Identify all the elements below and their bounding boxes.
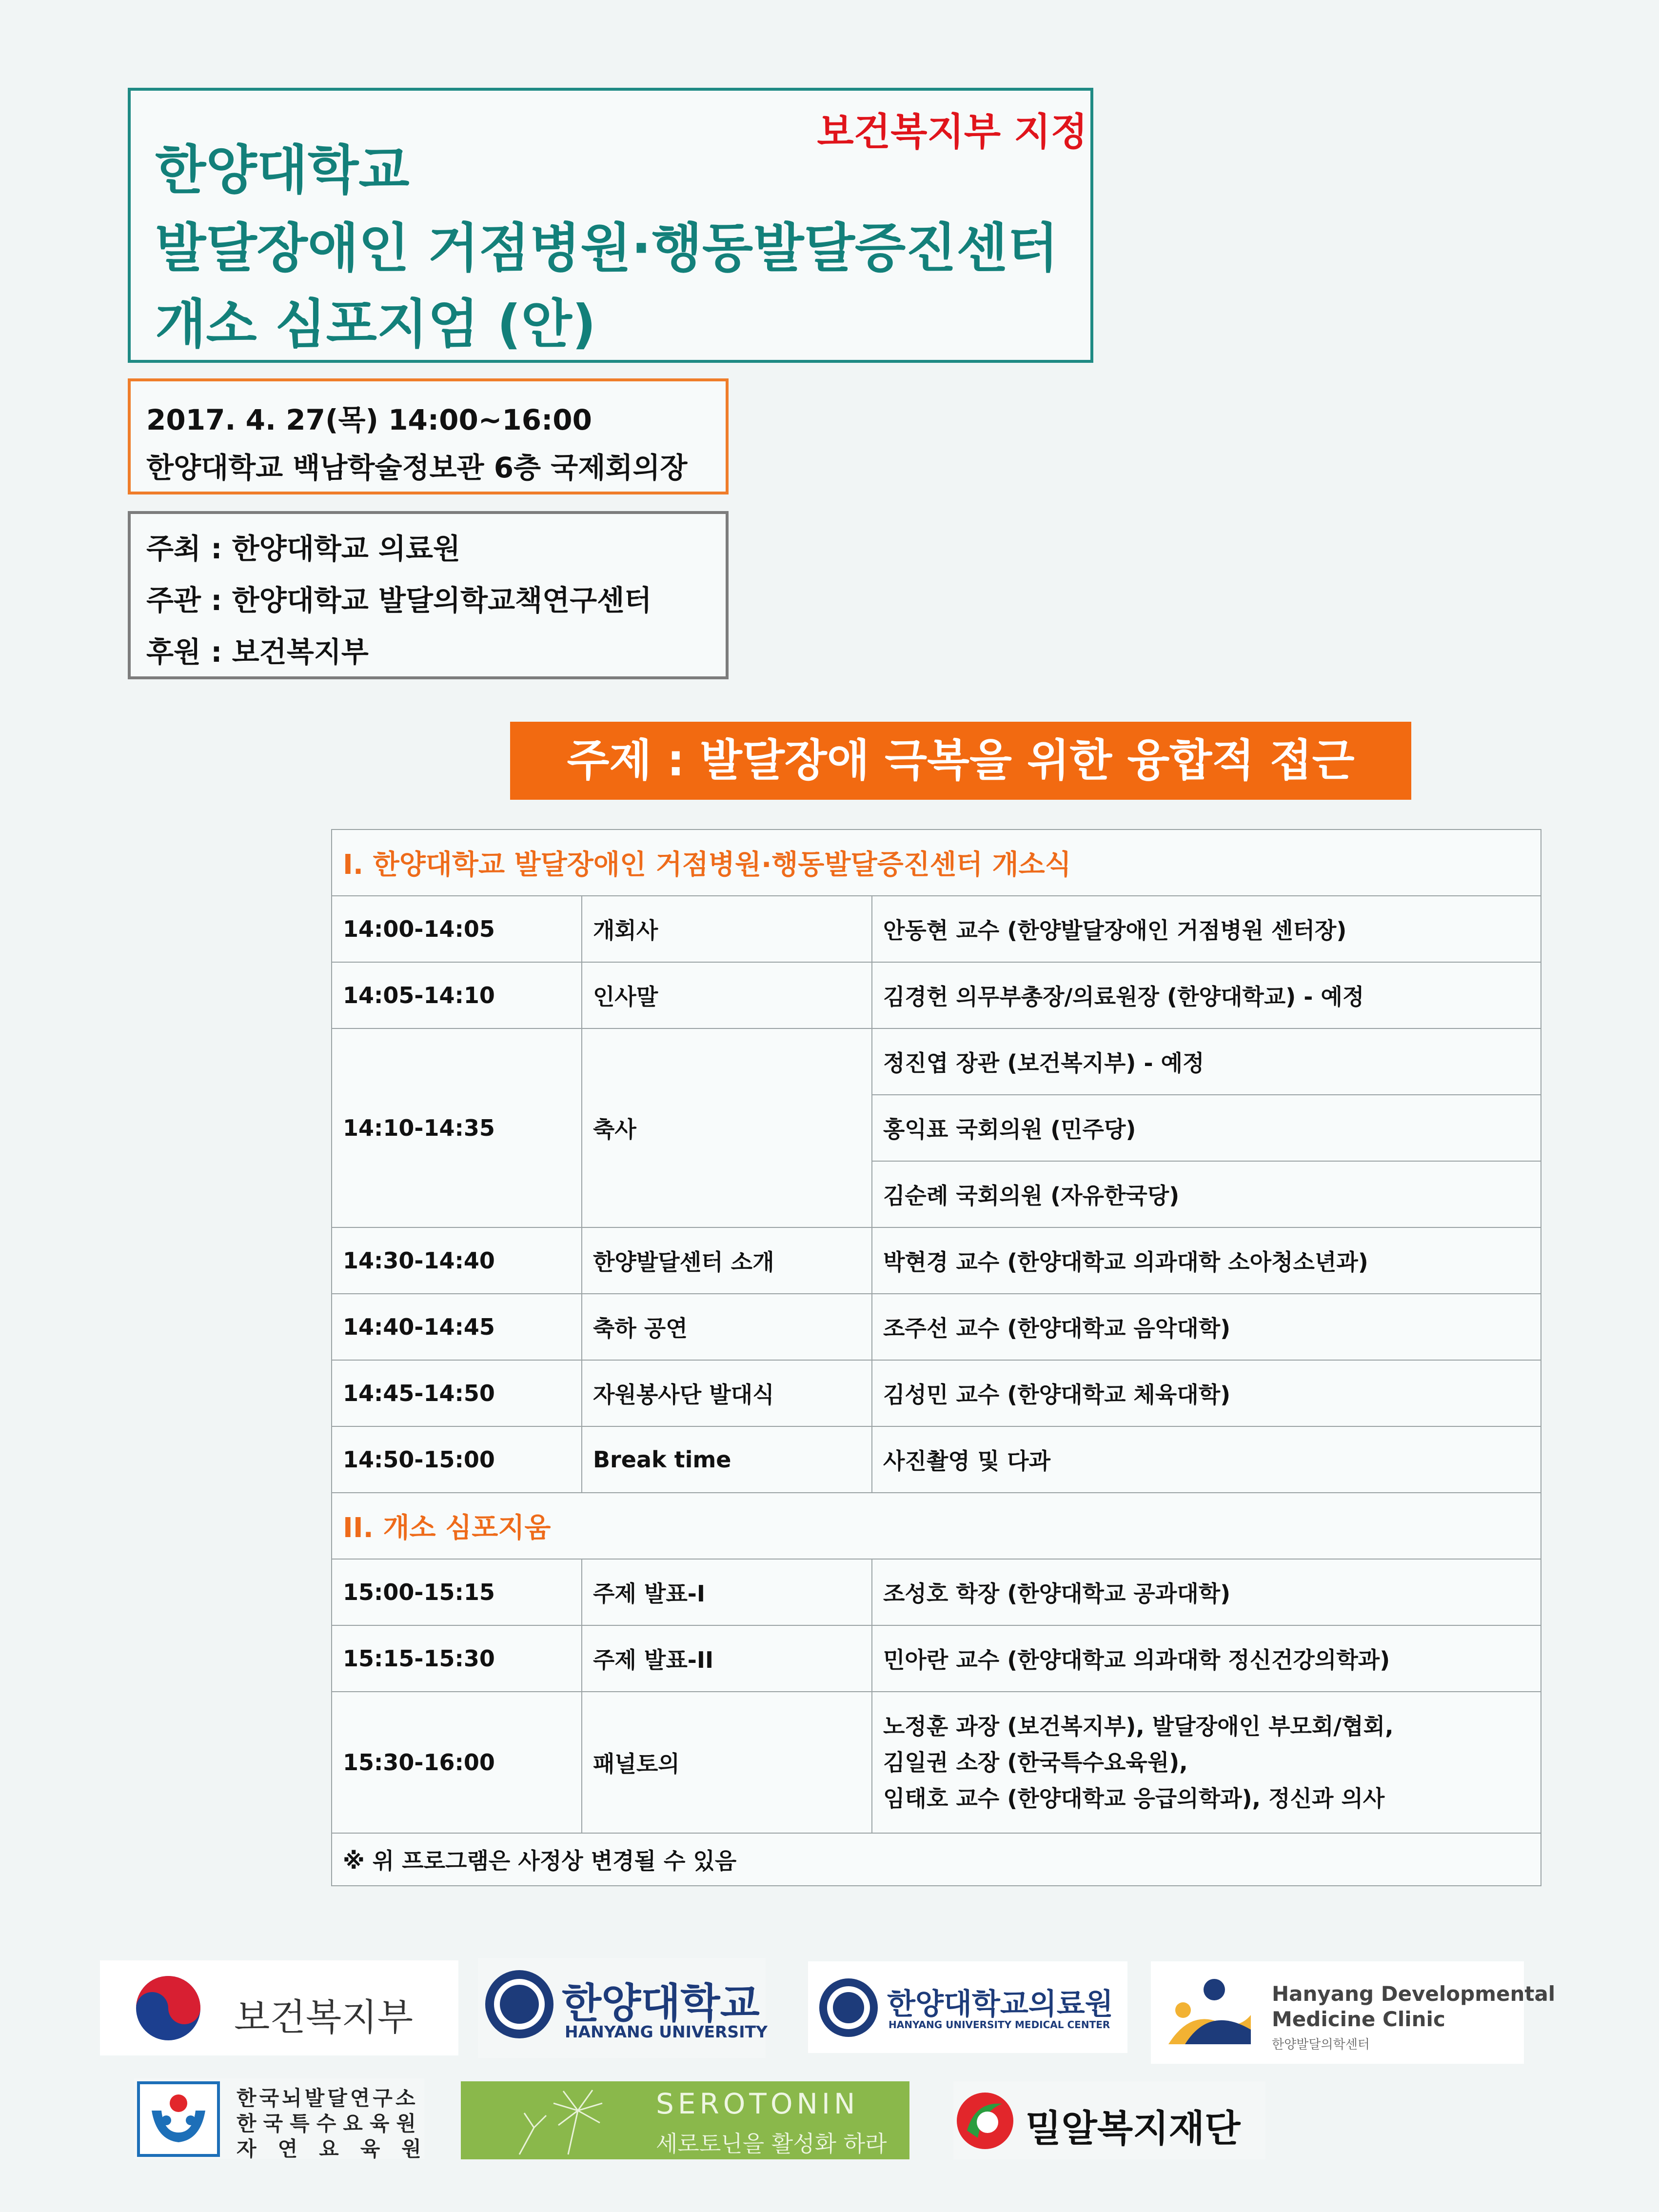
- brain-institute-emblem-icon: [137, 2081, 220, 2157]
- title-line-1: 한양대학교: [155, 140, 410, 201]
- table-row: [332, 1559, 1541, 1625]
- hyumc-logo-kr: 한양대학교의료원: [887, 1987, 1113, 2021]
- item-cell: 축사: [582, 1028, 872, 1227]
- serotonin-logo-en: SEROTONIN: [656, 2087, 859, 2120]
- person-cell: 김성민 교수 (한양대학교 체육대학): [872, 1360, 1541, 1426]
- mohw-logo-text: 보건복지부: [234, 1995, 414, 2039]
- table-row: [332, 962, 1541, 1028]
- item-cell: Break time: [582, 1426, 872, 1493]
- event-datetime: 2017. 4. 27(목) 14:00~16:00: [146, 403, 592, 436]
- person-cell: 사진촬영 및 다과: [872, 1426, 1541, 1493]
- time-cell: 15:00-15:15: [332, 1559, 582, 1625]
- table-row: [332, 1028, 1541, 1095]
- table-row: [332, 1227, 1541, 1294]
- milal-logo: [953, 2081, 1265, 2159]
- time-cell: 14:50-15:00: [332, 1426, 582, 1493]
- item-cell: 자원봉사단 발대식: [582, 1360, 872, 1426]
- brain-institute-line1: 한국뇌발달연구소: [237, 2086, 418, 2110]
- time-cell: 14:40-14:45: [332, 1294, 582, 1360]
- brain-institute-line2: 한국특수요육원: [237, 2112, 423, 2135]
- hyu-logo-kr: 한양대학교: [562, 1979, 760, 2027]
- hdmc-logo-line1: Hanyang Developmental: [1272, 1982, 1556, 2006]
- person-cell: 김경헌 의무부총장/의료원장 (한양대학교) - 예정: [872, 962, 1541, 1028]
- title-line-3: 개소 심포지엄 (안): [155, 294, 596, 355]
- person-cell: 김순례 국회의원 (자유한국당): [872, 1161, 1541, 1227]
- hdmc-family-icon: [1165, 1976, 1253, 2049]
- designated-label: 보건복지부 지정: [817, 110, 1087, 154]
- theme-banner: 주제 : 발달장애 극복을 위한 융합적 접근: [510, 722, 1411, 800]
- table-row: [332, 1692, 1541, 1833]
- hyumc-seal-icon: [817, 1976, 880, 2039]
- sponsor-line: 후원 : 보건복지부: [146, 635, 369, 669]
- item-cell: 패널토의: [582, 1692, 872, 1833]
- person-cell: 민아란 교수 (한양대학교 의과대학 정신건강의학과): [872, 1625, 1541, 1692]
- serotonin-logo: [461, 2081, 909, 2159]
- panel-person-cell: [872, 1692, 1541, 1833]
- item-cell: 주제 발표-I: [582, 1559, 872, 1625]
- hdmc-logo-kr: 한양발달의학센터: [1272, 2037, 1370, 2052]
- milal-logo-text: 밀알복지재단: [1026, 2107, 1241, 2150]
- person-cell: 조성호 학장 (한양대학교 공과대학): [872, 1559, 1541, 1625]
- hyu-logo-en: HANYANG UNIVERSITY: [565, 2022, 768, 2041]
- section-1-title: I. 한양대학교 발달장애인 거점병원·행동발달증진센터 개소식: [332, 830, 1541, 896]
- item-cell: 주제 발표-II: [582, 1625, 872, 1692]
- item-cell: 한양발달센터 소개: [582, 1227, 872, 1294]
- item-cell: 축하 공연: [582, 1294, 872, 1360]
- hyumc-logo: [808, 1961, 1127, 2053]
- time-cell: 14:05-14:10: [332, 962, 582, 1028]
- brain-institute-line3: 자연요육원: [237, 2137, 443, 2161]
- table-row: [332, 1426, 1541, 1493]
- program-table: [331, 829, 1541, 1886]
- milal-emblem-icon: [953, 2089, 1017, 2153]
- hyu-logo: [478, 1958, 766, 2058]
- time-cell: 14:10-14:35: [332, 1028, 582, 1227]
- person-cell: 홍익표 국회의원 (민주당): [872, 1095, 1541, 1161]
- table-row: [332, 1625, 1541, 1692]
- time-cell: 14:45-14:50: [332, 1360, 582, 1426]
- panel-line: 김일권 소장 (한국특수요육원),: [883, 1749, 1188, 1776]
- section-row: [332, 1493, 1541, 1559]
- panel-line: 임태호 교수 (한양대학교 응급의학과), 정신과 의사: [883, 1785, 1385, 1812]
- time-cell: 15:15-15:30: [332, 1625, 582, 1692]
- organizer-line: 주관 : 한양대학교 발달의학교책연구센터: [146, 584, 652, 617]
- time-cell: 14:30-14:40: [332, 1227, 582, 1294]
- section-row: [332, 830, 1541, 896]
- mohw-logo: [100, 1960, 458, 2055]
- time-cell: 15:30-16:00: [332, 1692, 582, 1833]
- section-2-title: II. 개소 심포지움: [332, 1493, 1541, 1559]
- hyu-seal-icon: [483, 1968, 556, 2041]
- brain-institute-logo: [134, 2078, 443, 2161]
- table-row: [332, 896, 1541, 962]
- title-line-2: 발달장애인 거점병원·행동발달증진센터: [155, 218, 1059, 279]
- person-cell: 정진엽 장관 (보건복지부) - 예정: [872, 1028, 1541, 1095]
- person-cell: 박현경 교수 (한양대학교 의과대학 소아청소년과): [872, 1227, 1541, 1294]
- item-cell: 인사말: [582, 962, 872, 1028]
- serotonin-logo-kr: 세로토닌을 활성화 하라: [656, 2131, 887, 2157]
- host-line: 주최 : 한양대학교 의료원: [146, 532, 461, 565]
- time-cell: 14:00-14:05: [332, 896, 582, 962]
- note-row: [332, 1833, 1541, 1886]
- event-venue: 한양대학교 백남학술정보관 6층 국제회의장: [146, 451, 688, 484]
- hdmc-logo-line2: Medicine Clinic: [1272, 2007, 1445, 2031]
- item-cell: 개회사: [582, 896, 872, 962]
- hyumc-logo-en: HANYANG UNIVERSITY MEDICAL CENTER: [889, 2019, 1110, 2031]
- person-cell: 조주선 교수 (한양대학교 음악대학): [872, 1294, 1541, 1360]
- dandelion-icon: [490, 2081, 646, 2159]
- table-row: [332, 1360, 1541, 1426]
- panel-line: 노정훈 과장 (보건복지부), 발달장애인 부모회/협회,: [883, 1713, 1394, 1739]
- program-note: ※ 위 프로그램은 사정상 변경될 수 있음: [332, 1833, 1541, 1886]
- table-row: [332, 1294, 1541, 1360]
- mohw-emblem-icon: [134, 1974, 202, 2042]
- person-cell: 안동현 교수 (한양발달장애인 거점병원 센터장): [872, 896, 1541, 962]
- hdmc-logo: [1151, 1961, 1556, 2064]
